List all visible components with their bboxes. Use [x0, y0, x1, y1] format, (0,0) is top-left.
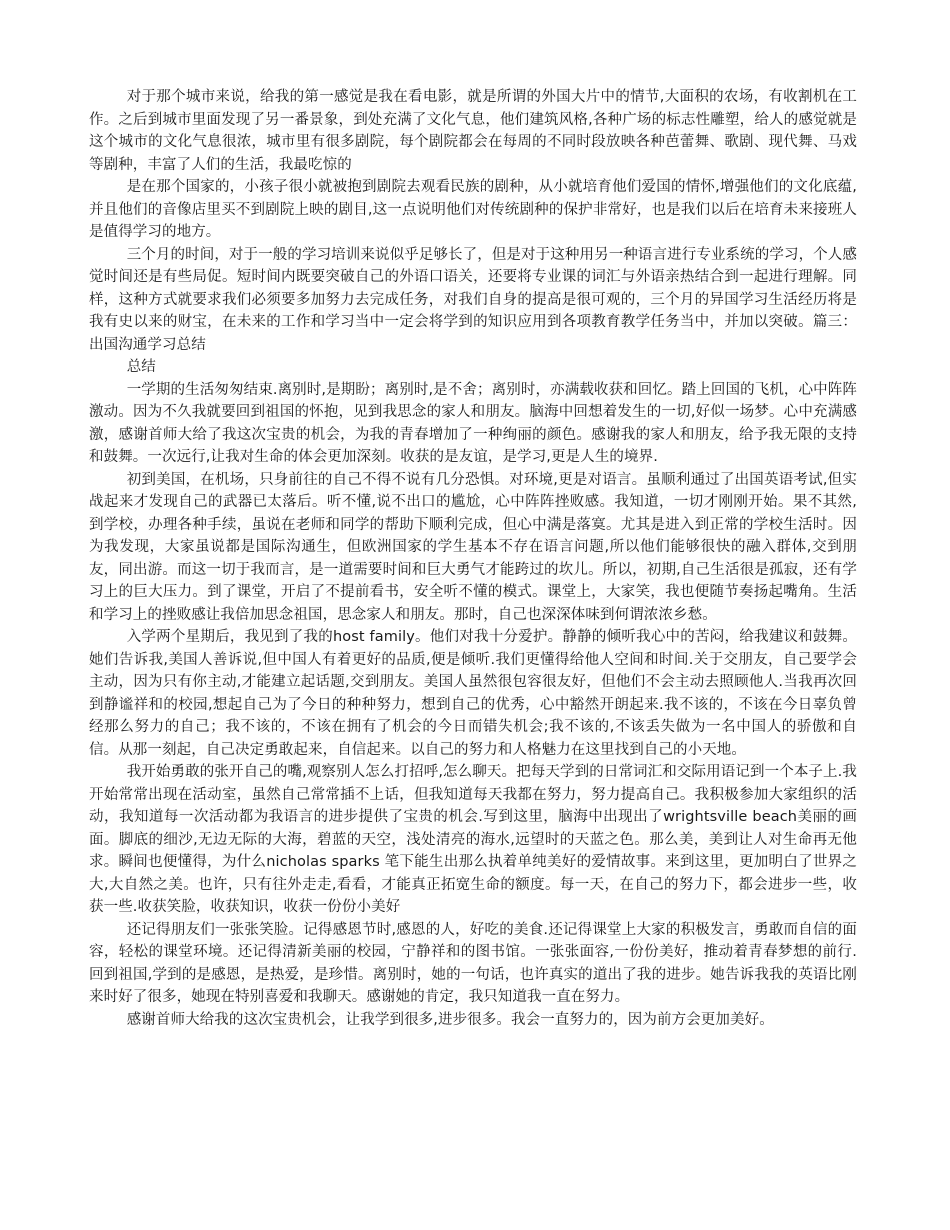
paragraph-three-months: 三个月的时间，对于一般的学习培训来说似乎足够长了，但是对于这种用另一种语言进行专业系统的学习，个人感觉时间还是有些局促。短时间内既要突破自己的外语口语关，还要将专业课的词汇与外语亲热结合到一起进行理解。同样，这种方式就要求我们必须要多加努力去完成任务，对我们自身的提高是很可观的，三个月的异国学习生活经历将是我有史以来的财宝，在未来的工作和学习当中一定会将学到的知识应用到各项教育教学任务当中，并加以突破。篇三：出国沟通学习总结	[89, 246, 857, 353]
paragraph-theatre-culture: 是在那个国家的，小孩子很小就被抱到剧院去观看民族的剧种，从小就培育他们爱国的情怀,增强他们的文化底蕴,并且他们的音像店里买不到剧院上映的剧目,这一点说明他们对传统剧种的保护非常好，也是我们以后在培育未来接班人是值得学习的地方。	[89, 179, 857, 240]
paragraph-arrival-usa: 初到美国，在机场，只身前往的自己不得不说有几分恐惧。对环境,更是对语言。虽顺利通过了出国英语考试,但实战起来才发现自己的武器已太落后。听不懂,说不出口的尴尬，心中阵阵挫败感。我知道，一切才刚刚开始。果不其然,到学校，办理各种手续，虽说在老师和同学的帮助下顺利完成，但心中满是落寞。尤其是进入到正常的学校生活时。因为我发现，大家虽说都是国际沟通生，但欧洲国家的学生基本不存在语言问题,所以他们能够很快的融入群体,交到朋友，同出游。而这一切于我而言，是一道需要时间和巨大勇气才能跨过的坎儿。所以，初期,自己生活很是孤寂，还有学习上的巨大压力。到了课堂，开启了不提前看书，安全听不懂的模式。课堂上，大家笑，我也便随节奏扬起嘴角。生活和学习上的挫败感让我倍加思念祖国，思念家人和朋友。那时，自己也深深体味到何谓浓浓乡愁。	[89, 471, 857, 623]
paragraph-speaking-up: 我开始勇敢的张开自己的嘴,观察别人怎么打招呼,怎么聊天。把每天学到的日常词汇和交际用语记到一个本子上.我开始常常出现在活动室，虽然自己常常插不上话，但我知道每天我都在努力，努力提高自己。我积极参加大家组织的活动，我知道每一次活动都为我语言的进步提供了宝贵的机会.写到这里，脑海中出现出了wrightsville beach美丽的画面。脚底的细沙,无边无际的大海，碧蓝的天空，浅处清亮的海水,远望时的天蓝之色。那么美，美到让人对生命再无他求。瞬间也便懂得，为什么nicholas sparks 笔下能生出那么执着单纯美好的爱情故事。来到这里，更加明白了世界之大,大自然之美。也许，只有往外走走,看看，才能真正拓宽生命的额度。每一天，在自己的努力下，都会进步一些，收获一些.收获笑脸，收获知识，收获一份份小美好	[89, 764, 857, 915]
section-heading-summary: 总结	[126, 359, 156, 375]
paragraph-host-family: 入学两个星期后，我见到了我的host family。他们对我十分爱护。静静的倾听我心中的苦闷，给我建议和鼓舞。她们告诉我,美国人善诉说,但中国人有着更好的品质,便是倾听.我们更懂得给他人空间和时间.关于交朋友，自己要学会主动，因为只有你主动,才能建立起话题,交到朋友。美国人虽然很包容很友好，但他们不会主动去照顾他人.当我再次回到静谧祥和的校园,想起自己为了今日的种种努力，想到自己的优秀，心中豁然开朗起来.我不该的，不该在今日辜负曾经那么努力的自己；我不该的，不该在拥有了机会的今日而错失机会;我不该的,不该丢失做为一名中国人的骄傲和自信。从那一刻起，自己决定勇敢起来，自信起来。以自己的努力和人格魅力在这里找到自己的小天地。	[89, 629, 857, 758]
paragraph-city-impression: 对于那个城市来说，给我的第一感觉是我在看电影，就是所谓的外国大片中的情节,大面积的农场，有收割机在工作。之后到城市里面发现了另一番景象，到处充满了文化气息，他们建筑风格,各种广场的标志性雕塑，给人的感觉就是这个城市的文化气息很浓，城市里有很多剧院，每个剧院都会在每周的不同时段放映各种芭蕾舞、歌剧、现代舞、马戏等剧种，丰富了人们的生活，我最吃惊的	[89, 89, 857, 173]
paragraph-memories: 还记得朋友们一张张笑脸。记得感恩节时,感恩的人，好吃的美食.还记得课堂上大家的积极发言，勇敢而自信的面容，轻松的课堂环境。还记得清新美丽的校园，宁静祥和的图书馆。一张张面容,一份份美好，推动着青春梦想的前行.回到祖国,学到的是感恩，是热爱，是珍惜。离别时，她的一句话，也许真实的道出了我的进步。她告诉我我的英语比刚来时好了很多，她现在特别喜爱和我聊天。感谢她的肯定，我只知道我一直在努力。	[89, 921, 857, 1005]
document-body	[89, 86, 857, 1031]
paragraph-semester-end: 一学期的生活匆匆结束.离别时,是期盼；离别时,是不舍；离别时，亦满载收获和回忆。踏上回国的飞机，心中阵阵激动。因为不久我就要回到祖国的怀抱，见到我思念的家人和朋友。脑海中回想着发生的一切,好似一场梦。心中充满感激，感谢首师大给了我这次宝贵的机会，为我的青春增加了一种绚丽的颜色。感谢我的家人和朋友，给予我无限的支持和鼓舞。一次远行,让我对生命的体会更加深刻。收获的是友谊，是学习,更是人生的境界.	[89, 381, 857, 465]
paragraph-thanks: 感谢首师大给我的这次宝贵机会，让我学到很多,进步很多。我会一直努力的，因为前方会更加美好。	[126, 1011, 774, 1028]
